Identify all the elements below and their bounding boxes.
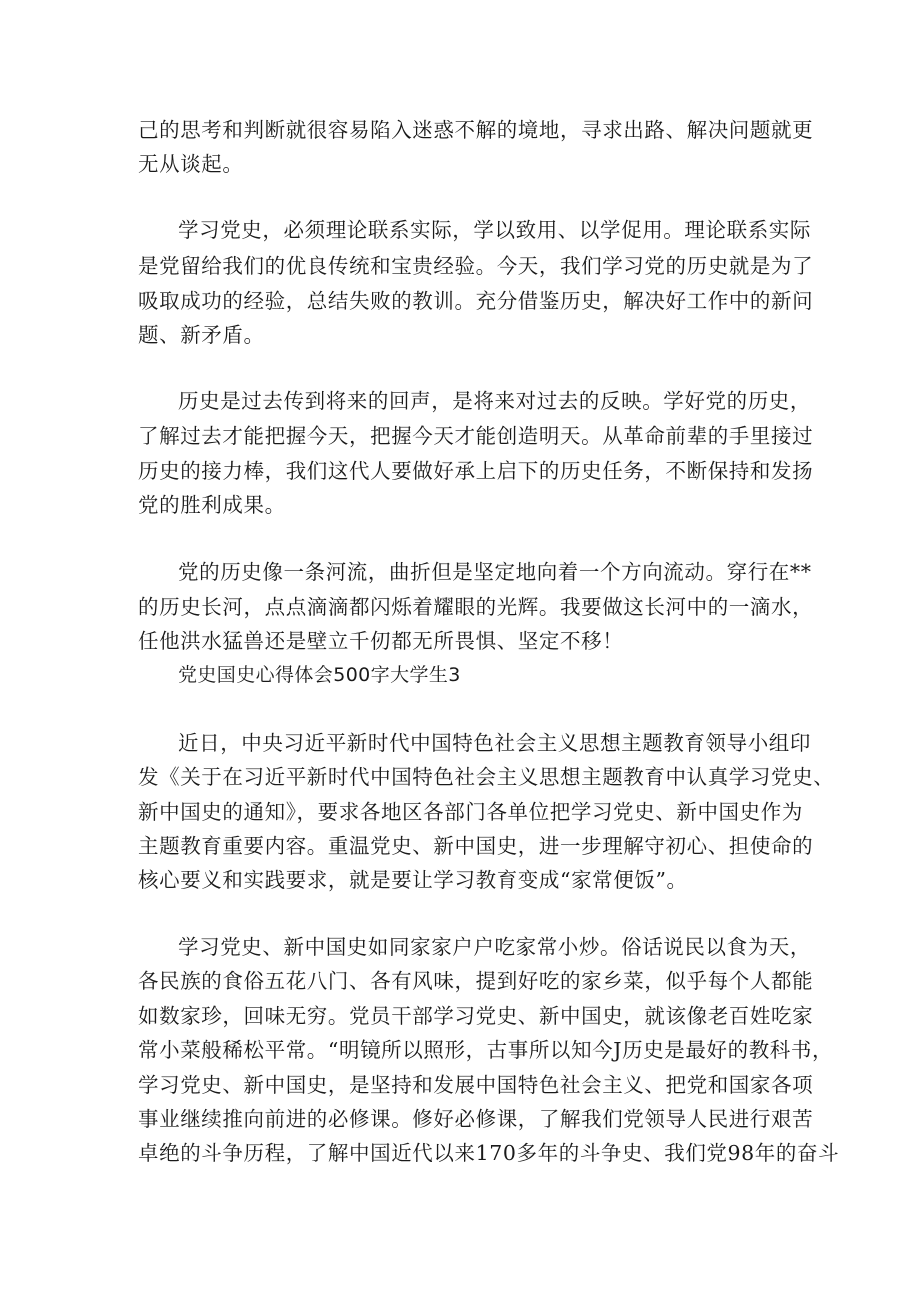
paragraph-3-line-4: 党的胜利成果。 [138, 493, 286, 517]
paragraph-2-line-4: 题、新矛盾。 [138, 323, 265, 347]
paragraph-5-line-3: 新中国史的通知》，要求各地区各部门各单位把学习党史、新中国史作为 [138, 800, 803, 824]
paragraph-3-line-1: 历史是过去传到将来的回声，是将来对过去的反映。学好党的历史， [178, 389, 811, 413]
paragraph-6-line-1: 学习党史、新中国史如同家家户户吃家常小炒。俗话说民以食为天， [178, 935, 811, 959]
paragraph-4-line-3: 任他洪水猛兽还是壁立千仞都无所畏惧、坚定不移！ [138, 629, 624, 653]
paragraph-5-line-5: 核心要义和实践要求，就是要让学习教育变成“家常便饭”。 [138, 868, 688, 892]
paragraph-2-line-1: 学习党史，必须理论联系实际，学以致用、以学促用。理论联系实际 [178, 218, 811, 242]
paragraph-2-line-2: 是党留给我们的优良传统和宝贵经验。今天，我们学习党的历史就是为了 [138, 254, 814, 278]
paragraph-3-line-3: 历史的接力棒，我们这代人要做好承上启下的历史任务，不断保持和发扬 [138, 459, 814, 483]
paragraph-4-line-1: 党的历史像一条河流，曲折但是坚定地向着一个方向流动。穿行在** [178, 560, 812, 584]
paragraph-6-line-3: 如数家珍，回味无穷。党员干部学习党史、新中国史，就该像老百姓吃家 [138, 1004, 814, 1028]
paragraph-2-line-3: 吸取成功的经验，总结失败的教训。充分借鉴历史，解决好工作中的新问 [138, 289, 814, 313]
paragraph-6-line-7: 卓绝的斗争历程，了解中国近代以来170多年的斗争史、我们党98年的奋斗 [138, 1141, 840, 1165]
paragraph-5-line-2: 发《关于在习近平新时代中国特色社会主义思想主题教育中认真学习党史、 [138, 765, 835, 789]
paragraph-6-line-5: 学习党史、新中国史，是坚持和发展中国特色社会主义、把党和国家各项 [138, 1073, 814, 1097]
paragraph-4-line-2: 的历史长河，点点滴滴都闪烁着耀眼的光辉。我要做这长河中的一滴水， [138, 595, 814, 619]
paragraph-1-line-2: 无从谈起。 [138, 152, 244, 176]
paragraph-1-line-1: 己的思考和判断就很容易陷入迷惑不解的境地，寻求出路、解决问题就更 [138, 118, 814, 142]
paragraph-3-line-2: 了解过去才能把握今天，把握今天才能创造明天。从革命前辈的手里接过 [138, 424, 814, 448]
paragraph-5-line-4: 主题教育重要内容。重温党史、新中国史，进一步理解守初心、担使命的 [138, 834, 814, 858]
paragraph-6-line-2: 各民族的食俗五花八门、各有风味，提到好吃的家乡菜，似乎每个人都能 [138, 969, 814, 993]
section-heading: 党史国史心得体会500字大学生3 [178, 664, 461, 686]
paragraph-6-line-4: 常小菜般稀松平常。“明镜所以照形，古事所以知今J历史是最好的教科书， [138, 1038, 834, 1062]
paragraph-5-line-1: 近日，中央习近平新时代中国特色社会主义思想主题教育领导小组印 [178, 731, 811, 755]
paragraph-6-line-6: 事业继续推向前进的必修课。修好必修课，了解我们党领导人民进行艰苦 [138, 1107, 814, 1131]
